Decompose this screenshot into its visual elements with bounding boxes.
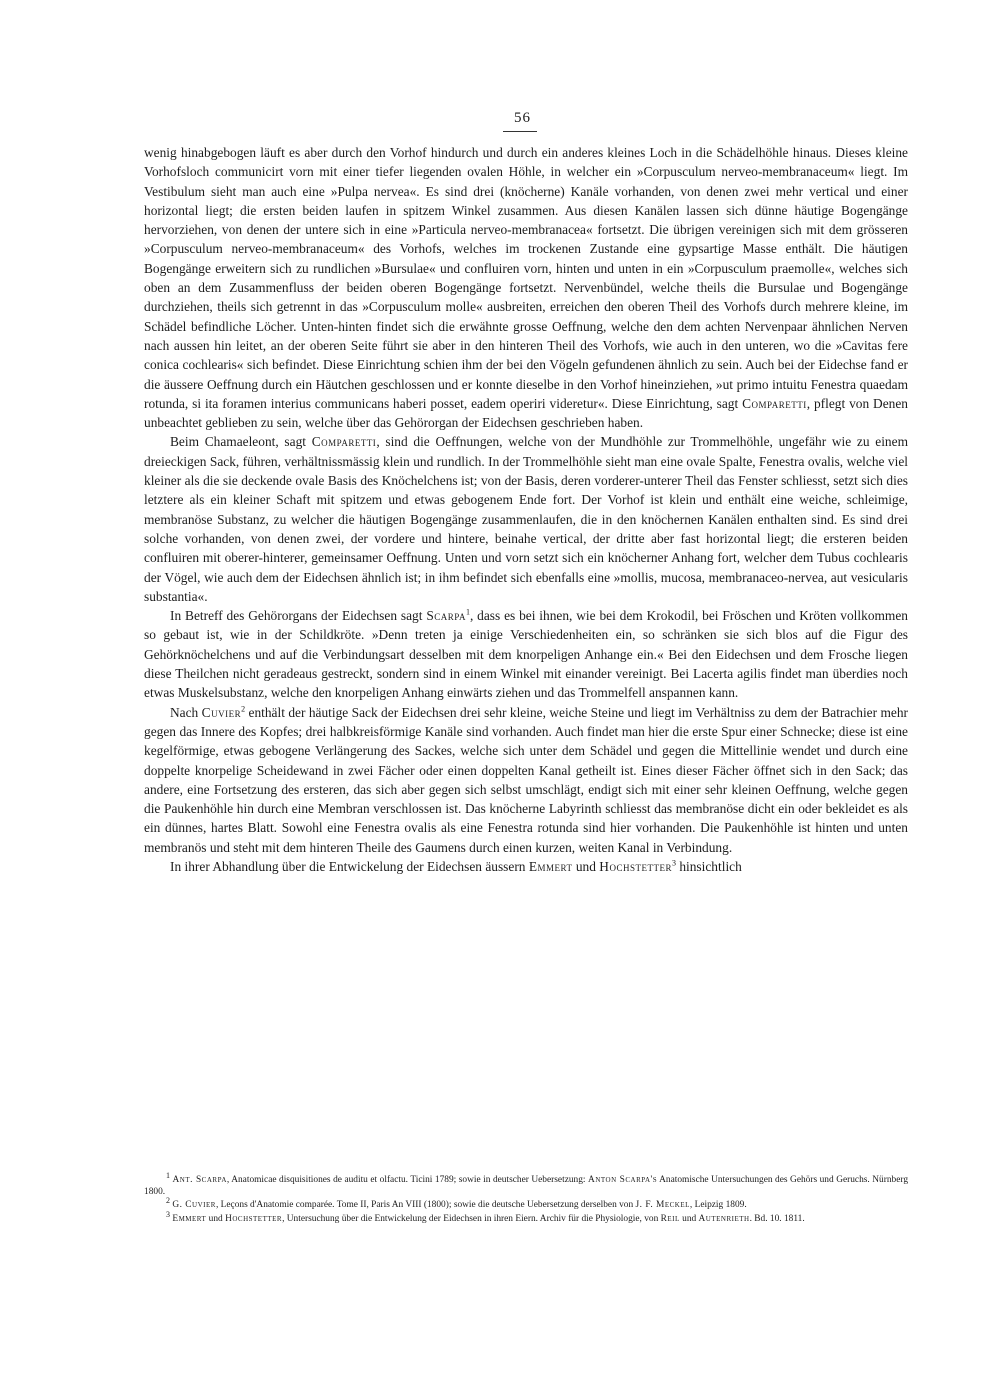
footnote-text: , Anatomicae disquisitiones de auditu et olfactu. Ticini 1789; sowie in deutscher Uebersetzung: bbox=[226, 1175, 586, 1185]
paragraph-3-start: In Betreff des Gehörorgans der Eidechsen sagt bbox=[170, 608, 423, 624]
footnote-ref: 3 bbox=[671, 858, 676, 868]
footnote-author: G. Cuvier bbox=[172, 1200, 216, 1211]
footnote-mark: 1 bbox=[166, 1170, 170, 1180]
footnote-author: Ant. Scarpa bbox=[172, 1175, 227, 1185]
footnote-ref: 2 bbox=[241, 704, 246, 714]
paragraph-4-text: enthält der häutige Sack der Eidechsen drei sehr kleine, weiche Steine und liegt im Verhältniss zu dem der Batrachier mehr gegen das Innere des Kopfes; drei halbkreisförmige Kanäle sind vorhanden. Auch findet man hier die erste Spur einer Schnecke; diese ist eine kegelförmige, etwas gebogene Verlängerung des Sackes, welche sich unter dem Schädel und gegen die Mittellinie wendet und durch eine doppelte knorpelige Scheidewand in zwei Fächer oder einen doppelten Kanal getheilt ist. Eines dieser Fächer öffnet sich in den Sack; das andere, eine Fortsetzung des ersteren, das sich aber gegen sich selbst umschlägt, endigt sich mit einer sehr kleinen Oeffnung, welche gegen die Paukenhöhle hin durch eine Membran verschlossen ist. Das knöcherne Labyrinth schliesst das membranöse dicht ein oder bekleidet es als ein dünnes, hartes Blatt. Sowohl eine Fenestra ovalis als eine Fenestra rotunda sind hier vorhanden. Die Paukenhöhle ist hinten und unten membranös und steht mit dem hinteren Theile des Gaumens durch einen kurzen, weiten Kanal in Verbindung. bbox=[144, 704, 908, 855]
body-text bbox=[144, 143, 908, 876]
footnote-1 bbox=[144, 1170, 909, 1198]
paragraph-2-start: Beim Chamaeleont, sagt bbox=[170, 434, 306, 450]
footnote-author: J. F. Meckel bbox=[635, 1200, 690, 1211]
footnote-text: , Leipzig 1809. bbox=[689, 1200, 747, 1211]
paragraph-5-text: hinsichtlich bbox=[675, 858, 742, 874]
conjunction: und bbox=[206, 1213, 226, 1224]
footnote-author: Emmert bbox=[172, 1213, 207, 1224]
footnote-author: Reil bbox=[660, 1213, 680, 1224]
footnote-text: , Leçons d'Anatomie comparée. Tome II, Paris An VIII (1800); sowie die deutsche Uebersetzung derselben von bbox=[215, 1200, 634, 1211]
paragraph-4 bbox=[144, 703, 908, 857]
conjunction: und bbox=[572, 858, 600, 874]
footnote-author: Autenrieth bbox=[698, 1213, 750, 1224]
author-name: Emmert bbox=[528, 858, 573, 874]
conjunction: und bbox=[679, 1213, 699, 1224]
author-name: Hochstetter bbox=[599, 858, 672, 874]
footnote-2 bbox=[144, 1196, 908, 1211]
paragraph-2-text: , sind die Oeffnungen, welche von der Mundhöhle zur Trommelhöhle, ungefähr wie zu einem dreieckigen Sack, führen, verhältnissmässig klein und rundlich. In der Trommelhöhle sieht man eine ovale Spalte, Fenestra ovalis, welche viel kleiner als die sie deckende ovale Basis des Knöchelchens ist; von der Basis, deren vorderer-unterer Theil das Fenster schliesst, setzt sich dies letztere als ein kleiner Schaft mit spitzem und etwas gebogenem Ende fort. Der Vorhof ist klein und enthält eine weiche, schleimige, membranöse Substanz, zu welcher die häutigen Bogengänge zusammenlaufen, die in den knöchernen Kanälen enthalten sind. Es sind drei solche vorhanden, von denen zwei, der vordere und hintere, beinahe vertical, der dritte aber fast horizontal liegt; die ersteren beiden confluiren mit oberer-hinterer, gemeinsamer Oeffnung. Unten und vorn setzt sich ein knöcherner Anhang fort, welcher dem Tubus cochlearis der Vögel, wie auch dem der Eidechsen ähnlich ist; in ihm befindet sich ebenfalls eine »mollis, mucosa, membranaceo-nervea, aut vesicularis substantia«. bbox=[144, 434, 908, 604]
author-name: Cuvier bbox=[201, 704, 242, 720]
paragraph-3-text: , dass es bei ihnen, wie bei dem Krokodil, bei Fröschen und Kröten vollkommen so gebaut ist, wie in der Schildkröte. »Denn treten ja einige Verschiedenheiten ein, so schränken sie sich blos auf die Figur des Gehörknöchelchens und auf die Verbindungsart desselben mit dem knorpeligen Anhange ein.« Bei den Eidechsen und dem Frosche liegen diese Theilchen nicht geradeaus gestreckt, sondern sind in einem Winkel mit einander vereinigt. Bei Lacerta agilis findet man überdies noch etwas Muskelsubstanz, welche den knorpeligen Anhang einwärts ziehen und das Trommelfell anspannen kann. bbox=[144, 608, 908, 701]
footnote-author: Anton Scarpa's bbox=[588, 1175, 658, 1185]
paragraph-3 bbox=[144, 606, 908, 702]
paragraph-2 bbox=[144, 432, 908, 606]
author-name: Scarpa bbox=[426, 608, 466, 624]
footnote-text: , Untersuchung über die Entwickelung der Eidechsen in ihren Eiern. Archiv für die Physiologie, von bbox=[282, 1213, 659, 1224]
footnote-mark: 3 bbox=[166, 1209, 170, 1219]
footnote-ref: 1 bbox=[465, 607, 470, 617]
footnote-author: Hochstetter bbox=[225, 1213, 283, 1224]
page-number: 56 bbox=[514, 110, 531, 126]
paragraph-1-end: , pflegt von Denen unbeachtet geblieben zu sein, welche über das Gehörorgan der Eidechsen geschrieben haben. bbox=[144, 395, 908, 431]
author-name: Comparetti bbox=[742, 395, 807, 411]
footnote-mark: 2 bbox=[166, 1196, 170, 1206]
page-number-rule bbox=[503, 131, 537, 132]
footnote-3 bbox=[144, 1209, 908, 1225]
footnote-text: . Bd. 10. 1811. bbox=[749, 1213, 805, 1224]
footnotes bbox=[144, 1170, 909, 1226]
paragraph-4-start: Nach bbox=[170, 704, 199, 720]
paragraph-5 bbox=[144, 857, 908, 876]
paragraph-1 bbox=[144, 143, 908, 432]
footnote-text: Anatomische Untersuchungen des Gehörs und Geruchs. Nürnberg 1800. bbox=[144, 1175, 909, 1198]
paragraph-5-start: In ihrer Abhandlung über die Entwickelung der Eidechsen äussern bbox=[170, 858, 526, 874]
paragraph-1-text: wenig hinabgebogen läuft es aber durch den Vorhof hindurch und durch ein anderes kleines Loch in die Schädelhöhle hinaus. Dieses kleine Vorhofsloch communicirt vorn mit einer tiefer liegenden ovalen Höhle, in welcher ein »Corpusculum nerveo-membranaceum« liegt. Im Vestibulum sieht man auch eine »Pulpa nervea«. Es sind drei (knöcherne) Kanäle vorhanden, von denen zwei mehr vertical und einer horizontal liegt; die ersten beiden laufen in spitzem Winkel zusammen. Aus diesen Kanälen lassen sich dünne häutige Bogengänge hervorziehen, von denen der untere sich in eine »Particula nerveo-membranacea« fortsetzt. Die übrigen vereinigen sich mit dem grösseren »Corpusculum nerveo-membranaceum« des Vorhofs, welches im trockenen Zustande eine gypsartige Masse enthält. Die häutigen Bogengänge erweitern sich zu rundlichen »Bursulae« und confluiren vorn, hinten und unten in ein »Corpusculum praemolle«, welches sich oben an dem Zusammenfluss der beiden oberen Bogengänge fortsetzt. Nervenbündel, welche theils die Bursulae und Bogengänge durchziehen, theils sich getrennt in das »Corpusculum molle« ausbreiten, erreichen den oberen Theil des Vorhofs durch mehrere kleine, im Schädel befindliche Löcher. Unten-hinten findet sich die erwähnte grosse Oeffnung, welche den dem achten Nervenpaar ähnlichen Nerven nach aussen hin leitet, an der oberen Seite führt sie aber in den hinteren Theil des Vorhofs, wie auch in den unteren, wo die »Cavitas fere conica cochlearis« sich befindet. Diese Einrichtung schien ihm der bei den Vögeln gefundenen ähnlich zu sein. Auch bei der Eidechse fand er die äussere Oeffnung durch ein Häutchen geschlossen und er konnte dieselbe in den Vorhof hineinziehen, »ut primo intuitu Fenestra quaedam rotunda, si ita foramen interius communicans haberi posset, eadem operiri videretur«. Diese Einrichtung, sagt bbox=[144, 145, 908, 411]
author-name: Comparetti bbox=[311, 434, 377, 450]
